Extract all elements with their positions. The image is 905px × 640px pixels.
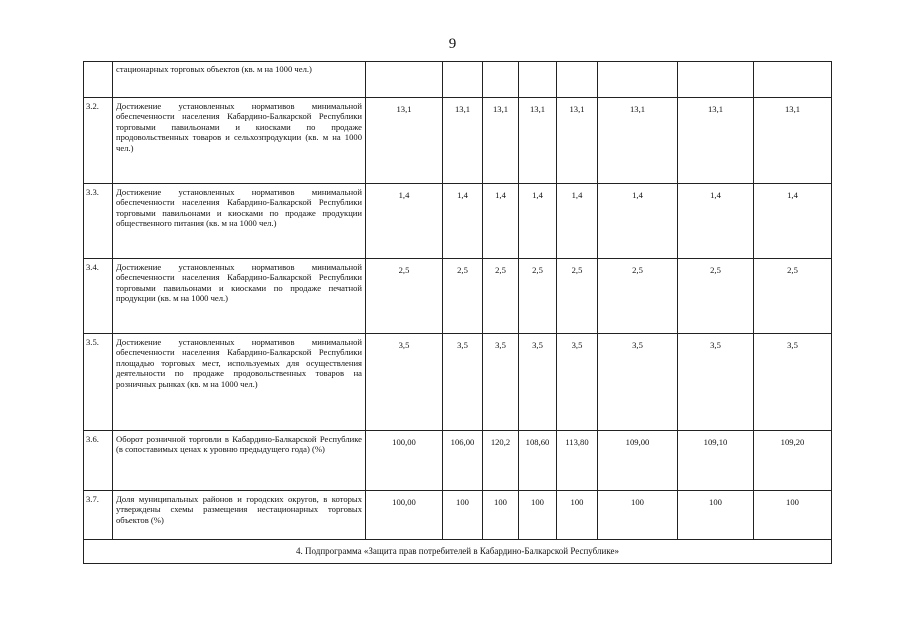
value-cell: 109,20 <box>754 431 832 491</box>
row-number: 3.3. <box>84 184 113 259</box>
row-number: 3.6. <box>84 431 113 491</box>
value-cell: 2,5 <box>483 259 519 334</box>
value-cell: 3,5 <box>366 334 443 431</box>
table-row <box>84 491 832 540</box>
value-cell <box>443 62 483 98</box>
table-row <box>84 259 832 334</box>
indicator-description: Оборот розничной торговли в Кабардино-Балкарской Республике (в сопоставимых ценах к уровню предыдущего года) (%) <box>113 431 366 491</box>
value-cell: 2,5 <box>598 259 678 334</box>
table-row <box>84 98 832 184</box>
value-cell: 1,4 <box>754 184 832 259</box>
value-cell: 13,1 <box>483 98 519 184</box>
table-row <box>84 334 832 431</box>
value-cell <box>519 62 557 98</box>
value-cell: 113,80 <box>557 431 598 491</box>
row-number: 3.7. <box>84 491 113 540</box>
value-cell: 109,10 <box>678 431 754 491</box>
value-cell: 1,4 <box>519 184 557 259</box>
value-cell: 3,5 <box>754 334 832 431</box>
value-cell: 13,1 <box>519 98 557 184</box>
value-cell: 108,60 <box>519 431 557 491</box>
value-cell: 3,5 <box>557 334 598 431</box>
value-cell: 3,5 <box>443 334 483 431</box>
value-cell: 106,00 <box>443 431 483 491</box>
value-cell: 100 <box>519 491 557 540</box>
value-cell: 1,4 <box>366 184 443 259</box>
value-cell: 109,00 <box>598 431 678 491</box>
value-cell: 13,1 <box>366 98 443 184</box>
value-cell: 100 <box>678 491 754 540</box>
subprogram-row <box>84 540 832 564</box>
value-cell <box>598 62 678 98</box>
indicator-description: Достижение установленных нормативов минимальной обеспеченности населения Кабардино-Балкарской Республики торговыми павильонами и киосками по продаже продукции общественного питания (кв. м на 1000 чел.) <box>113 184 366 259</box>
value-cell <box>557 62 598 98</box>
value-cell: 100 <box>557 491 598 540</box>
value-cell: 1,4 <box>598 184 678 259</box>
value-cell <box>754 62 832 98</box>
row-number: 3.4. <box>84 259 113 334</box>
indicator-description: стационарных торговых объектов (кв. м на 1000 чел.) <box>113 62 366 98</box>
value-cell: 100 <box>754 491 832 540</box>
value-cell: 13,1 <box>598 98 678 184</box>
value-cell: 1,4 <box>443 184 483 259</box>
value-cell: 13,1 <box>557 98 598 184</box>
row-number: 3.2. <box>84 98 113 184</box>
value-cell: 3,5 <box>519 334 557 431</box>
value-cell: 2,5 <box>366 259 443 334</box>
row-number: 3.5. <box>84 334 113 431</box>
subprogram-title: 4. Подпрограмма «Защита прав потребителей в Кабардино-Балкарской Республике» <box>84 540 832 564</box>
value-cell: 3,5 <box>678 334 754 431</box>
value-cell: 1,4 <box>483 184 519 259</box>
indicator-description: Достижение установленных нормативов минимальной обеспеченности населения Кабардино-Балкарской Республики торговыми павильонами и киосками по продаже печатной продукции (кв. м на 1000 чел.) <box>113 259 366 334</box>
value-cell: 2,5 <box>557 259 598 334</box>
value-cell <box>678 62 754 98</box>
indicator-description: Доля муниципальных районов и городских округов, в которых утверждены схемы размещения нестационарных торговых объектов (%) <box>113 491 366 540</box>
value-cell: 2,5 <box>443 259 483 334</box>
value-cell: 3,5 <box>598 334 678 431</box>
value-cell: 3,5 <box>483 334 519 431</box>
table-row <box>84 184 832 259</box>
value-cell: 100 <box>598 491 678 540</box>
value-cell: 1,4 <box>678 184 754 259</box>
value-cell: 2,5 <box>678 259 754 334</box>
indicator-description: Достижение установленных нормативов минимальной обеспеченности населения Кабардино-Балкарской Республики площадью торговых мест, используемых для осуществления деятельности по продаже продовольственных товаров на розничных рынках (кв. м на 1000 чел.) <box>113 334 366 431</box>
value-cell: 13,1 <box>754 98 832 184</box>
value-cell: 100,00 <box>366 491 443 540</box>
page-number: 9 <box>448 36 457 52</box>
value-cell: 100,00 <box>366 431 443 491</box>
row-number <box>84 62 113 98</box>
value-cell: 2,5 <box>754 259 832 334</box>
value-cell: 100 <box>443 491 483 540</box>
table-row <box>84 62 832 98</box>
indicators-table <box>83 61 832 564</box>
value-cell: 1,4 <box>557 184 598 259</box>
value-cell <box>366 62 443 98</box>
value-cell: 100 <box>483 491 519 540</box>
table-row <box>84 431 832 491</box>
indicator-description: Достижение установленных нормативов минимальной обеспеченности населения Кабардино-Балкарской Республики торговыми павильонами и киосками по продаже продовольственных товаров и сельхозпродукции (кв. м на 1000 чел.) <box>113 98 366 184</box>
value-cell: 13,1 <box>678 98 754 184</box>
value-cell: 2,5 <box>519 259 557 334</box>
value-cell <box>483 62 519 98</box>
value-cell: 120,2 <box>483 431 519 491</box>
value-cell: 13,1 <box>443 98 483 184</box>
